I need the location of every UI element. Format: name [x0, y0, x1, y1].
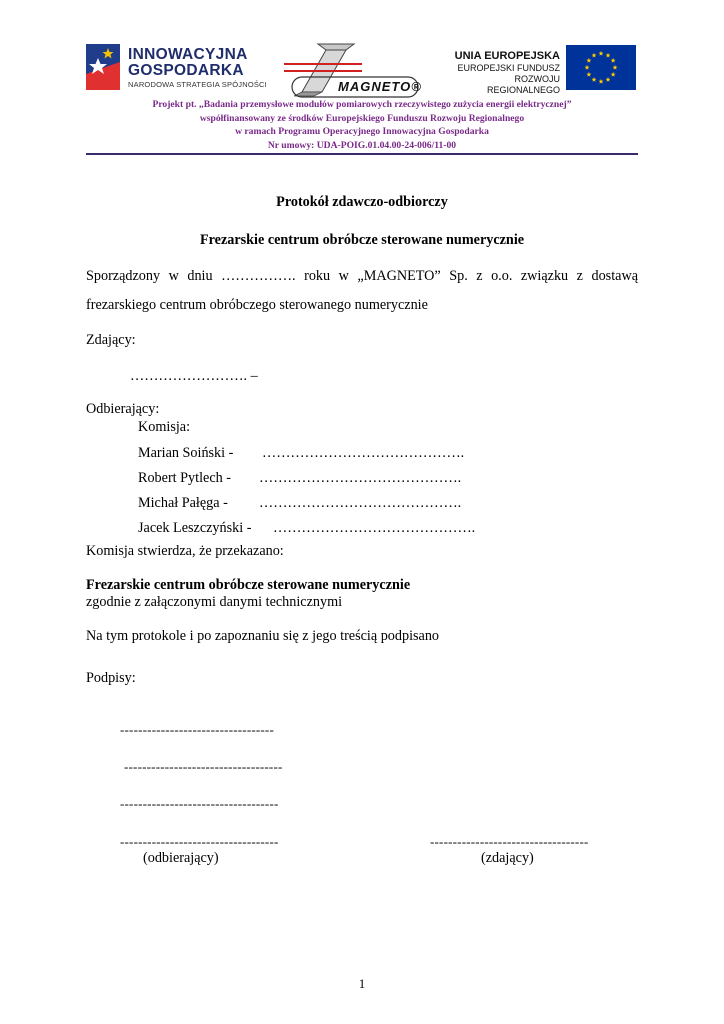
ig-logo-line1: INNOWACYJNA: [128, 46, 248, 63]
closing-statement: Na tym protokole i po zapoznaniu się z jego treścią podpisano: [86, 628, 440, 644]
member-name-4: Jacek Leszczyński -: [138, 520, 252, 536]
signature-line-3: -----------------------------------: [120, 796, 279, 811]
project-info: [86, 98, 638, 152]
header-rule: [86, 153, 638, 155]
member-dots-4: …………………………………….: [273, 520, 476, 536]
member-dots-3: …………………………………….: [259, 495, 462, 511]
magneto-logo: [282, 40, 462, 98]
signatures-label: Podpisy:: [86, 670, 136, 686]
signature-line-2: -----------------------------------: [124, 759, 283, 774]
signature-line-odbierajacy: -----------------------------------: [120, 834, 279, 849]
eu-flag-icon: [566, 45, 636, 90]
member-dots-1: …………………………………….: [262, 445, 465, 461]
intro-line-2: frezarskiego centrum obróbczego sterowanego numerycznie: [86, 297, 428, 313]
ue-line3: ROZWOJU REGIONALNEGO: [486, 74, 560, 95]
zdajacy-caption: (zdający): [481, 850, 534, 866]
item-name: Frezarskie centrum obróbcze sterowane numerycznie: [86, 577, 411, 593]
ue-line2: EUROPEJSKI FUNDUSZ: [457, 63, 560, 73]
signature-line-zdajacy: -----------------------------------: [430, 834, 589, 849]
komisja-label: Komisja:: [138, 419, 191, 435]
zdajacy-label: Zdający:: [86, 332, 136, 348]
member-dots-2: …………………………………….: [259, 470, 462, 486]
innowacyjna-gospodarka-flag-icon: [86, 44, 120, 90]
item-detail: zgodnie z załączonymi danymi technicznymi: [86, 594, 343, 610]
project-line-2: współfinansowany ze środków Europejskiego Funduszu Rozwoju Regionalnego: [199, 112, 525, 124]
ue-line1: UNIA EUROPEJSKA: [454, 50, 560, 62]
ig-logo-line2: GOSPODARKA: [128, 62, 244, 79]
magneto-logo-text: MAGNETO®: [338, 79, 422, 94]
ig-logo-line3: NARODOWA STRATEGIA SPÓJNOŚCI: [128, 80, 267, 89]
odbierajacy-caption: (odbierający): [143, 850, 219, 866]
intro-line-1: Sporządzony w dniu ……………. roku w „MAGNETO” Sp. z o.o. związku z dostawą: [86, 268, 638, 284]
document-title: Protokół zdawczo-odbiorczy: [276, 194, 448, 210]
page-number: 1: [358, 976, 366, 991]
project-line-4: Nr umowy: UDA-POIG.01.04.00-24-006/11-00: [267, 139, 457, 151]
project-line-3: w ramach Programu Operacyjnego Innowacyjna Gospodarka: [235, 126, 489, 138]
document-subtitle: Frezarskie centrum obróbcze sterowane numerycznie: [199, 232, 525, 248]
signature-line-1: ----------------------------------: [120, 722, 274, 737]
odbierajacy-label: Odbierający:: [86, 401, 160, 417]
unia-europejska-label: [446, 50, 560, 96]
intro-paragraph: [86, 262, 638, 320]
member-name-3: Michał Pałęga -: [138, 495, 228, 511]
project-line-1: Projekt pt. „Badania przemysłowe modułów pomiarowych rzeczywistego zużycia energii elektrycznej”: [152, 99, 572, 110]
zdajacy-value: ……………………. –: [130, 368, 258, 384]
innowacyjna-gospodarka-logo: [86, 44, 281, 94]
komisja-stwierdza: Komisja stwierdza, że przekazano:: [86, 543, 284, 559]
member-name-1: Marian Soiński -: [138, 445, 234, 461]
member-name-2: Robert Pytlech -: [138, 470, 231, 486]
